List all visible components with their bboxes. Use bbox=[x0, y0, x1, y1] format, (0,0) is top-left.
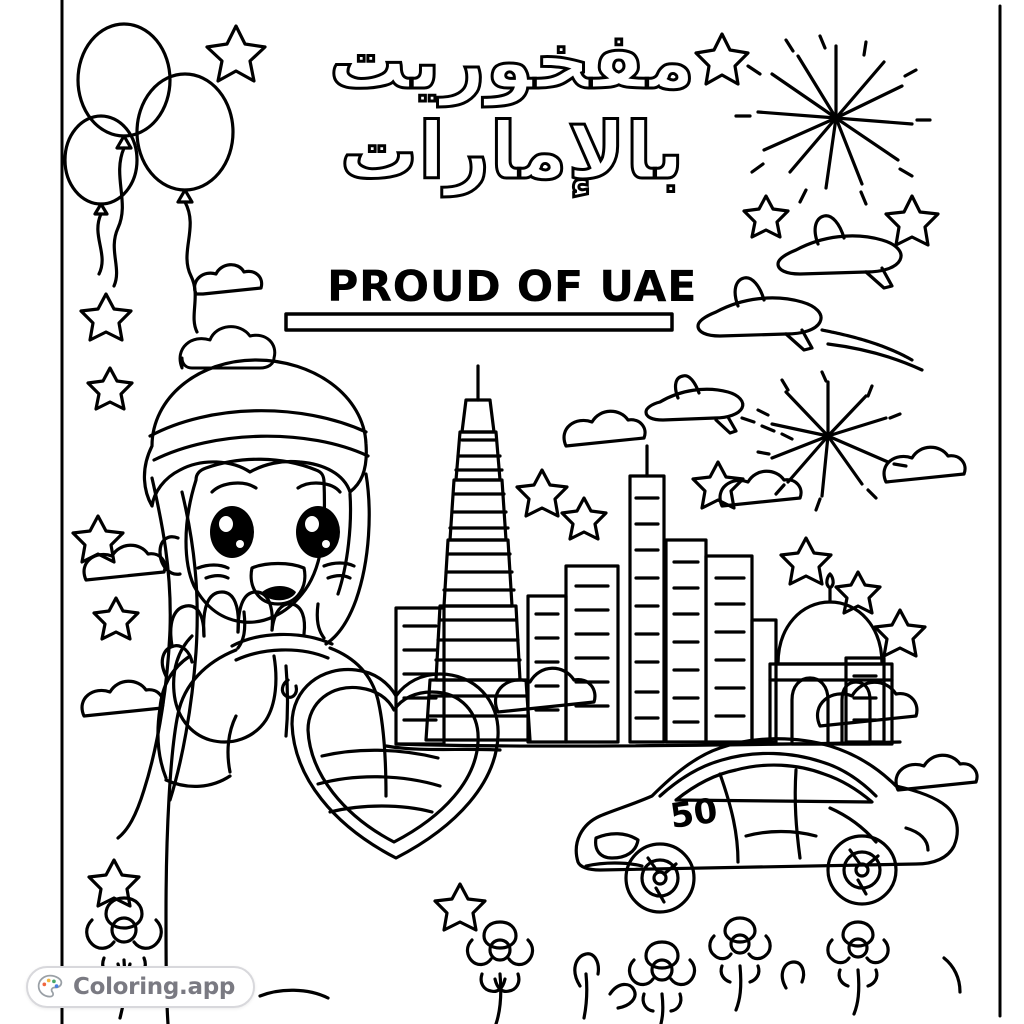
car-number-label: 50 bbox=[667, 790, 721, 837]
latin-title: PROUD OF UAE bbox=[327, 262, 697, 312]
arabic-title-line-2: بالإمارات bbox=[339, 106, 685, 197]
watermark bbox=[26, 966, 255, 1008]
palette-icon bbox=[36, 973, 64, 1001]
watermark-label: Coloring.app bbox=[73, 973, 236, 1000]
arabic-title-line-1: مفخوريت bbox=[328, 17, 696, 107]
